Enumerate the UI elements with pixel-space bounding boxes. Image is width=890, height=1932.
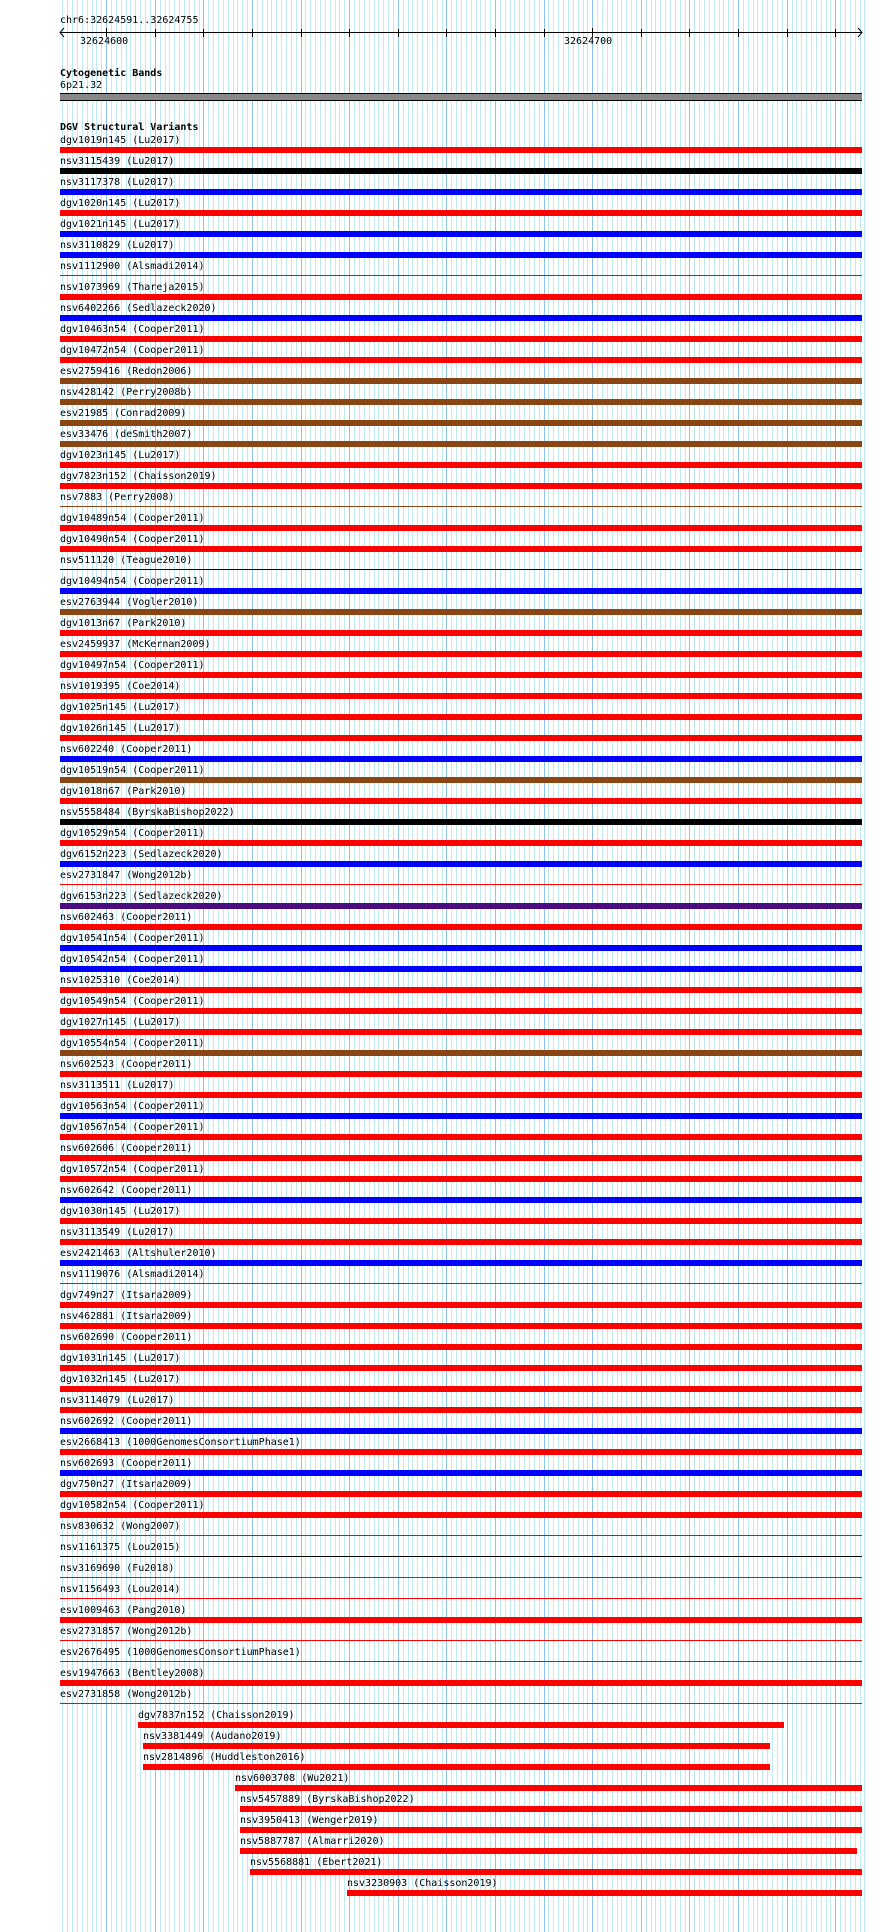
sv-bar-red[interactable] (60, 210, 862, 216)
sv-row[interactable] (0, 492, 890, 513)
sv-label[interactable]: dgv10549n54 (Cooper2011) (60, 996, 205, 1007)
sv-label[interactable]: esv21985 (Conrad2009) (60, 408, 187, 419)
sv-row[interactable] (0, 954, 890, 975)
sv-bar-red[interactable] (60, 1239, 862, 1245)
sv-label[interactable]: esv33476 (deSmith2007) (60, 429, 193, 440)
sv-bar-red[interactable] (60, 275, 862, 276)
sv-bar-blue[interactable] (60, 861, 862, 867)
sv-label[interactable]: nsv602240 (Cooper2011) (60, 744, 193, 755)
sv-row[interactable] (0, 849, 890, 870)
sv-label[interactable]: esv2731857 (Wong2012b) (60, 1626, 193, 1637)
sv-bar-red[interactable] (60, 840, 862, 846)
sv-label[interactable]: esv1009463 (Pang2010) (60, 1605, 187, 1616)
sv-bar-red[interactable] (60, 336, 862, 342)
ruler-label-32624600: 32624600 (80, 36, 129, 47)
sv-label[interactable]: esv1947663 (Bentley2008) (60, 1668, 205, 1679)
sv-label[interactable]: dgv1030n145 (Lu2017) (60, 1206, 181, 1217)
sv-row[interactable] (0, 1038, 890, 1059)
sv-row[interactable] (0, 870, 890, 891)
sv-bar-red[interactable] (60, 1407, 862, 1413)
sv-bar-brown[interactable] (60, 506, 862, 507)
sv-row[interactable] (0, 639, 890, 660)
sv-label[interactable]: nsv602523 (Cooper2011) (60, 1059, 193, 1070)
sv-row[interactable] (0, 1248, 890, 1269)
sv-label[interactable]: dgv7823n152 (Chaisson2019) (60, 471, 217, 482)
sv-label[interactable]: dgv1031n145 (Lu2017) (60, 1353, 181, 1364)
sv-bar-brown[interactable] (60, 777, 862, 783)
sv-bar-red[interactable] (60, 357, 862, 363)
sv-row[interactable] (0, 1542, 890, 1563)
sv-label[interactable]: nsv5887787 (Almarri2020) (240, 1836, 385, 1847)
sv-track-title: DGV Structural Variants (60, 122, 199, 133)
sv-row[interactable] (0, 1143, 890, 1164)
sv-label[interactable]: nsv3950413 (Wenger2019) (240, 1815, 379, 1826)
sv-label[interactable]: esv2668413 (1000GenomesConsortiumPhase1) (60, 1437, 301, 1448)
sv-row[interactable] (0, 786, 890, 807)
sv-label[interactable]: dgv6153n223 (Sedlazeck2020) (60, 891, 223, 902)
sv-label[interactable]: dgv6152n223 (Sedlazeck2020) (60, 849, 223, 860)
sv-label[interactable]: nsv3115439 (Lu2017) (60, 156, 175, 167)
sv-label[interactable]: nsv3169690 (Fu2018) (60, 1563, 175, 1574)
sv-label[interactable]: dgv750n27 (Itsara2009) (60, 1479, 193, 1490)
sv-row[interactable] (0, 408, 890, 429)
sv-bar-red[interactable] (60, 1071, 862, 1077)
sv-bar-blue[interactable] (60, 1470, 862, 1476)
sv-label[interactable]: dgv10497n54 (Cooper2011) (60, 660, 205, 671)
sv-label[interactable]: dgv749n27 (Itsara2009) (60, 1290, 193, 1301)
sv-label[interactable]: nsv602693 (Cooper2011) (60, 1458, 193, 1469)
sv-bar-red[interactable] (60, 693, 862, 699)
sv-bar-red[interactable] (60, 1155, 862, 1161)
sv-bar-red[interactable] (60, 1283, 862, 1284)
sv-bar-red[interactable] (60, 147, 862, 153)
sv-label[interactable]: dgv10489n54 (Cooper2011) (60, 513, 205, 524)
sv-row[interactable] (0, 1227, 890, 1248)
sv-bar-red[interactable] (60, 1008, 862, 1014)
sv-bar-brown[interactable] (60, 1050, 862, 1056)
sv-row[interactable] (0, 261, 890, 282)
sv-label[interactable]: dgv1021n145 (Lu2017) (60, 219, 181, 230)
sv-label[interactable]: esv2421463 (Altshuler2010) (60, 1248, 217, 1259)
sv-row[interactable] (0, 345, 890, 366)
sv-bar-red[interactable] (60, 1386, 862, 1392)
sv-label[interactable]: nsv602692 (Cooper2011) (60, 1416, 193, 1427)
sv-bar-blue[interactable] (60, 966, 862, 972)
sv-row[interactable] (0, 744, 890, 765)
sv-label[interactable]: nsv5568881 (Ebert2021) (250, 1857, 383, 1868)
sv-label[interactable]: dgv10519n54 (Cooper2011) (60, 765, 205, 776)
sv-row[interactable] (0, 450, 890, 471)
sv-row[interactable] (0, 219, 890, 240)
sv-bar-red[interactable] (60, 798, 862, 804)
sv-label[interactable]: nsv5457889 (ByrskaBishop2022) (240, 1794, 415, 1805)
sv-label[interactable]: nsv602606 (Cooper2011) (60, 1143, 193, 1154)
sv-row[interactable] (0, 618, 890, 639)
sv-bar-blue[interactable] (60, 756, 862, 762)
sv-label[interactable]: nsv511120 (Teague2010) (60, 555, 193, 566)
sv-bar-red[interactable] (60, 735, 862, 741)
sv-row[interactable] (0, 1500, 890, 1521)
sv-bar-red[interactable] (60, 672, 862, 678)
sv-row[interactable] (0, 1374, 890, 1395)
sv-bar-red[interactable] (250, 1869, 862, 1875)
sv-label[interactable]: nsv3110829 (Lu2017) (60, 240, 175, 251)
sv-bar-brown[interactable] (60, 420, 862, 426)
sv-row[interactable] (0, 765, 890, 786)
sv-row[interactable] (0, 324, 890, 345)
sv-row[interactable] (0, 597, 890, 618)
sv-label[interactable]: nsv1073969 (Thareja2015) (60, 282, 205, 293)
sv-row[interactable] (0, 996, 890, 1017)
sv-bar-blue[interactable] (60, 1197, 862, 1203)
sv-label[interactable]: nsv6003708 (Wu2021) (235, 1773, 350, 1784)
sv-row[interactable] (0, 1458, 890, 1479)
sv-label[interactable]: dgv10490n54 (Cooper2011) (60, 534, 205, 545)
sv-bar-blue[interactable] (60, 189, 862, 195)
sv-bar-red[interactable] (138, 1722, 784, 1728)
sv-label[interactable]: dgv10563n54 (Cooper2011) (60, 1101, 205, 1112)
sv-row[interactable] (0, 1794, 890, 1815)
sv-row[interactable] (0, 576, 890, 597)
sv-bar-red[interactable] (60, 1449, 862, 1455)
sv-bar-red[interactable] (60, 546, 862, 552)
sv-label[interactable]: nsv428142 (Perry2008b) (60, 387, 193, 398)
sv-bar-red[interactable] (60, 525, 862, 531)
sv-bar-red[interactable] (60, 1323, 862, 1329)
sv-bar-purple[interactable] (60, 903, 862, 909)
sv-bar-black[interactable] (60, 168, 862, 174)
sv-row[interactable] (0, 1416, 890, 1437)
sv-row[interactable] (0, 1731, 890, 1752)
sv-bar-red[interactable] (60, 1512, 862, 1518)
sv-row[interactable] (0, 1626, 890, 1647)
sv-bar-red[interactable] (60, 1680, 862, 1686)
sv-bar-red[interactable] (60, 651, 862, 657)
sv-row[interactable] (0, 1269, 890, 1290)
sv-bar-red[interactable] (60, 1661, 862, 1662)
cytoband-bar[interactable] (60, 93, 862, 101)
sv-row[interactable] (0, 555, 890, 576)
sv-row[interactable] (0, 1689, 890, 1710)
sv-label[interactable]: dgv1023n145 (Lu2017) (60, 450, 181, 461)
sv-bar-red[interactable] (60, 714, 862, 720)
sv-label[interactable]: esv2731858 (Wong2012b) (60, 1689, 193, 1700)
sv-row[interactable] (0, 387, 890, 408)
sv-label[interactable]: dgv10567n54 (Cooper2011) (60, 1122, 205, 1133)
sv-label[interactable]: nsv1025310 (Coe2014) (60, 975, 181, 986)
sv-bar-blue[interactable] (60, 1428, 862, 1434)
sv-label[interactable]: nsv1161375 (Lou2015) (60, 1542, 181, 1553)
sv-bar-blue[interactable] (60, 315, 862, 321)
sv-label[interactable]: dgv1026n145 (Lu2017) (60, 723, 181, 734)
sv-bar-brown[interactable] (60, 378, 862, 384)
sv-label[interactable]: nsv6402266 (Sedlazeck2020) (60, 303, 217, 314)
sv-row[interactable] (0, 366, 890, 387)
sv-bar-red[interactable] (240, 1806, 862, 1812)
sv-row[interactable] (0, 177, 890, 198)
sv-label[interactable]: dgv10463n54 (Cooper2011) (60, 324, 205, 335)
sv-bar-red[interactable] (60, 1134, 862, 1140)
sv-bar-red[interactable] (60, 630, 862, 636)
cytoband-track-title: Cytogenetic Bands (60, 68, 163, 79)
sv-bar-red[interactable] (60, 1617, 862, 1623)
sv-label[interactable]: dgv10572n54 (Cooper2011) (60, 1164, 205, 1175)
sv-label[interactable]: dgv1032n145 (Lu2017) (60, 1374, 181, 1385)
sv-bar-red[interactable] (60, 987, 862, 993)
sv-label[interactable]: nsv5558484 (ByrskaBishop2022) (60, 807, 235, 818)
sv-label[interactable]: esv2731847 (Wong2012b) (60, 870, 193, 881)
sv-bar-red[interactable] (60, 884, 862, 885)
sv-bar-red[interactable] (60, 924, 862, 930)
sv-label[interactable]: dgv1018n67 (Park2010) (60, 786, 187, 797)
sv-bar-red[interactable] (60, 1029, 862, 1035)
sv-row[interactable] (0, 1395, 890, 1416)
sv-bar-red[interactable] (60, 1218, 862, 1224)
sv-label[interactable]: esv2676495 (1000GenomesConsortiumPhase1) (60, 1647, 301, 1658)
sv-label[interactable]: dgv10554n54 (Cooper2011) (60, 1038, 205, 1049)
sv-bar-blue[interactable] (60, 1260, 862, 1266)
sv-row[interactable] (0, 1605, 890, 1626)
sv-bar-red[interactable] (60, 1344, 862, 1350)
sv-label[interactable]: nsv830632 (Wong2007) (60, 1521, 181, 1532)
sv-row[interactable] (0, 135, 890, 156)
sv-bar-red[interactable] (143, 1743, 770, 1749)
sv-bar-brown[interactable] (60, 441, 862, 447)
sv-label[interactable]: esv2759416 (Redon2006) (60, 366, 193, 377)
sv-label[interactable]: nsv3113511 (Lu2017) (60, 1080, 175, 1091)
sv-row[interactable] (0, 1311, 890, 1332)
sv-bar-red[interactable] (60, 1577, 862, 1578)
sv-label[interactable]: dgv1013n67 (Park2010) (60, 618, 187, 629)
sv-row[interactable] (0, 891, 890, 912)
sv-bar-red[interactable] (240, 1827, 862, 1833)
sv-row[interactable] (0, 1353, 890, 1374)
sv-bar-red[interactable] (60, 294, 862, 300)
ruler-label-32624700: 32624700 (564, 36, 613, 47)
sv-label[interactable]: nsv2814896 (Huddleston2016) (143, 1752, 306, 1763)
sv-bar-blue[interactable] (60, 252, 862, 258)
sv-label[interactable]: dgv10541n54 (Cooper2011) (60, 933, 205, 944)
position-readout: chr6:32624591..32624755 (60, 15, 199, 26)
sv-label[interactable]: nsv1019395 (Coe2014) (60, 681, 181, 692)
sv-bar-blue[interactable] (60, 588, 862, 594)
sv-bar-red[interactable] (60, 1598, 862, 1599)
sv-bar-red[interactable] (240, 1848, 857, 1854)
sv-row[interactable] (0, 933, 890, 954)
sv-row[interactable] (0, 429, 890, 450)
sv-bar-blue[interactable] (60, 945, 862, 951)
sv-row[interactable] (0, 1122, 890, 1143)
sv-label[interactable]: nsv602642 (Cooper2011) (60, 1185, 193, 1196)
sv-row[interactable] (0, 1017, 890, 1038)
sv-row[interactable] (0, 1101, 890, 1122)
sv-row[interactable] (0, 1878, 890, 1899)
sv-bar-blue[interactable] (60, 231, 862, 237)
sv-label[interactable]: dgv10472n54 (Cooper2011) (60, 345, 205, 356)
sv-label[interactable]: dgv7837n152 (Chaisson2019) (138, 1710, 295, 1721)
sv-label[interactable]: nsv1119076 (Alsmadi2014) (60, 1269, 205, 1280)
sv-label[interactable]: dgv10529n54 (Cooper2011) (60, 828, 205, 839)
sv-row[interactable] (0, 513, 890, 534)
sv-row[interactable] (0, 1563, 890, 1584)
sv-bar-black[interactable] (60, 1556, 862, 1557)
sv-row[interactable] (0, 534, 890, 555)
sv-label[interactable]: nsv602690 (Cooper2011) (60, 1332, 193, 1343)
sv-row[interactable] (0, 723, 890, 744)
sv-label[interactable]: dgv1027n145 (Lu2017) (60, 1017, 181, 1028)
sv-row[interactable] (0, 1185, 890, 1206)
sv-row[interactable] (0, 1290, 890, 1311)
sv-row[interactable] (0, 1521, 890, 1542)
sv-bar-red[interactable] (235, 1785, 862, 1791)
sv-label[interactable]: nsv1112900 (Alsmadi2014) (60, 261, 205, 272)
sv-label[interactable]: nsv462881 (Itsara2009) (60, 1311, 193, 1322)
sv-label[interactable]: dgv10494n54 (Cooper2011) (60, 576, 205, 587)
sv-bar-red[interactable] (60, 1491, 862, 1497)
sv-bar-red[interactable] (60, 1092, 862, 1098)
sv-label[interactable]: dgv10542n54 (Cooper2011) (60, 954, 205, 965)
sv-label[interactable]: nsv1156493 (Lou2014) (60, 1584, 181, 1595)
sv-row[interactable] (0, 303, 890, 324)
sv-label[interactable]: esv2459937 (McKernan2009) (60, 639, 211, 650)
sv-row[interactable] (0, 702, 890, 723)
sv-bar-red[interactable] (60, 462, 862, 468)
sv-row[interactable] (0, 1773, 890, 1794)
sv-row[interactable] (0, 1647, 890, 1668)
sv-row[interactable] (0, 1059, 890, 1080)
sv-label[interactable]: dgv1019n145 (Lu2017) (60, 135, 181, 146)
sv-bar-red[interactable] (60, 1535, 862, 1536)
sv-row[interactable] (0, 1710, 890, 1731)
sv-bar-red[interactable] (60, 1365, 862, 1371)
sv-row[interactable] (0, 660, 890, 681)
sv-label[interactable]: nsv3381449 (Audano2019) (143, 1731, 282, 1742)
sv-bar-red[interactable] (60, 483, 862, 489)
cytoband-label: 6p21.32 (60, 80, 103, 91)
position-ruler[interactable] (0, 0, 890, 60)
sv-bar-black[interactable] (60, 819, 862, 825)
sv-bar-red[interactable] (60, 1640, 862, 1641)
sv-row[interactable] (0, 1206, 890, 1227)
sv-row[interactable] (0, 198, 890, 219)
sv-label[interactable]: nsv3114079 (Lu2017) (60, 1395, 175, 1406)
sv-bar-red[interactable] (60, 1176, 862, 1182)
sv-bar-red[interactable] (347, 1890, 862, 1896)
sv-row[interactable] (0, 1584, 890, 1605)
sv-bar-red[interactable] (60, 1302, 862, 1308)
sv-bar-blue[interactable] (60, 1113, 862, 1119)
sv-row[interactable] (0, 1437, 890, 1458)
sv-row[interactable] (0, 1164, 890, 1185)
sv-label[interactable]: dgv1020n145 (Lu2017) (60, 198, 181, 209)
sv-label[interactable]: nsv3113549 (Lu2017) (60, 1227, 175, 1238)
sv-row[interactable] (0, 1080, 890, 1101)
sv-bar-black[interactable] (60, 569, 862, 570)
sv-bar-red[interactable] (143, 1764, 770, 1770)
sv-row[interactable] (0, 240, 890, 261)
sv-row[interactable] (0, 1857, 890, 1878)
sv-row[interactable] (0, 1479, 890, 1500)
sv-row[interactable] (0, 681, 890, 702)
sv-row[interactable] (0, 1836, 890, 1857)
sv-bar-brown[interactable] (60, 399, 862, 405)
sv-row[interactable] (0, 471, 890, 492)
sv-label[interactable]: nsv3230903 (Chaisson2019) (347, 1878, 498, 1889)
sv-bar-red[interactable] (60, 1703, 862, 1704)
sv-row[interactable] (0, 1668, 890, 1689)
sv-label[interactable]: esv2763944 (Vogler2010) (60, 597, 199, 608)
sv-label[interactable]: nsv602463 (Cooper2011) (60, 912, 193, 923)
sv-row[interactable] (0, 807, 890, 828)
sv-row[interactable] (0, 1815, 890, 1836)
sv-label[interactable]: nsv7883 (Perry2008) (60, 492, 175, 503)
sv-label[interactable]: nsv3117378 (Lu2017) (60, 177, 175, 188)
sv-row[interactable] (0, 282, 890, 303)
sv-row[interactable] (0, 1752, 890, 1773)
sv-row[interactable] (0, 828, 890, 849)
sv-row[interactable] (0, 975, 890, 996)
sv-label[interactable]: dgv10582n54 (Cooper2011) (60, 1500, 205, 1511)
sv-row[interactable] (0, 1332, 890, 1353)
sv-row[interactable] (0, 156, 890, 177)
sv-label[interactable]: dgv1025n145 (Lu2017) (60, 702, 181, 713)
sv-bar-brown[interactable] (60, 609, 862, 615)
sv-row[interactable] (0, 912, 890, 933)
